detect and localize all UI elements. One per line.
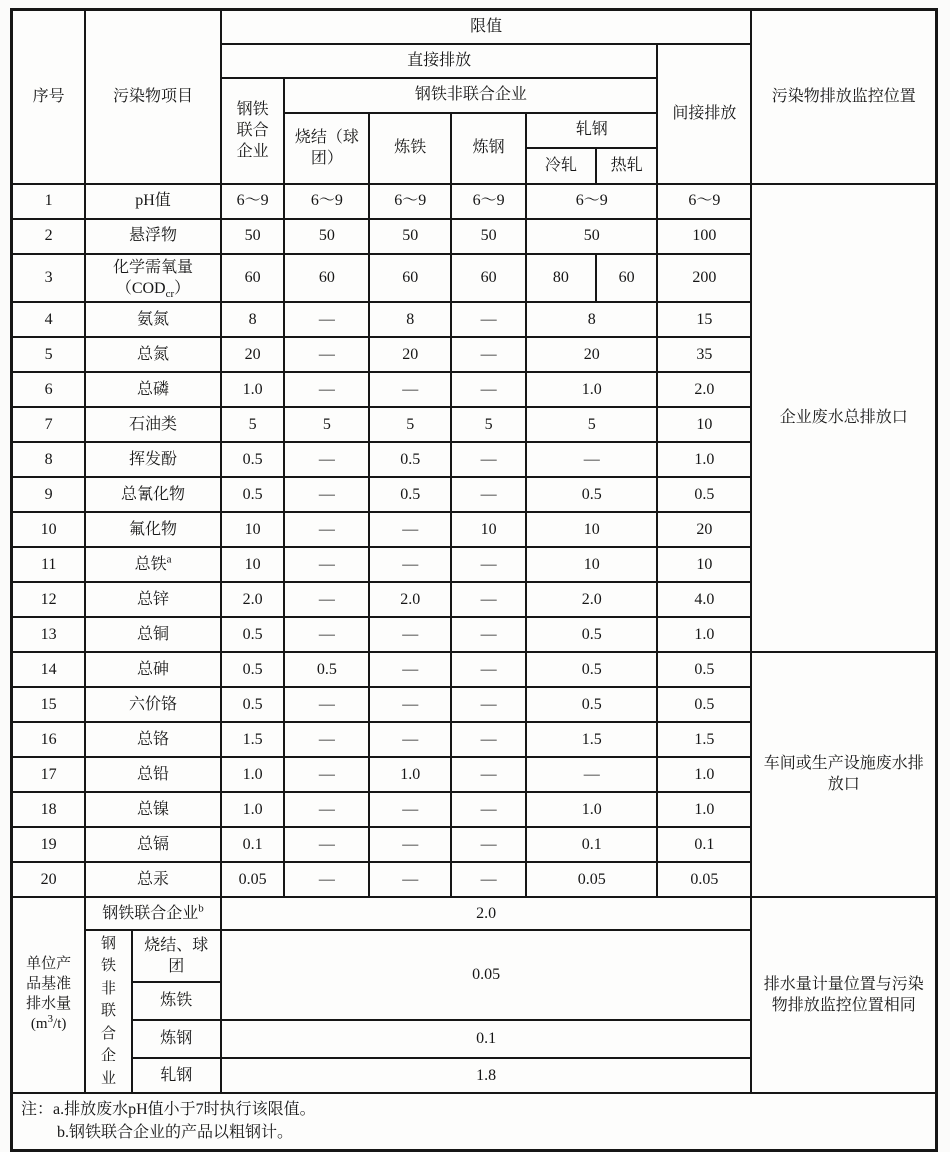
pollutant-name-cell: 总铅 [85, 757, 220, 792]
limit-value-cell: 4.0 [657, 582, 751, 617]
row-number-cell: 10 [12, 512, 86, 547]
header-rolling: 轧钢 [526, 113, 657, 148]
limit-value-cell: 1.5 [657, 722, 751, 757]
limit-value-cell: 0.5 [221, 617, 285, 652]
limit-value-cell: — [284, 757, 369, 792]
limit-value-cell: — [284, 372, 369, 407]
limit-value-cell: — [451, 687, 526, 722]
limit-value-cell: 8 [221, 302, 285, 337]
limit-value-cell: — [284, 792, 369, 827]
limit-value-cell: — [284, 477, 369, 512]
limit-value-cell: — [284, 722, 369, 757]
limit-value-cell: — [369, 687, 451, 722]
limit-value-cell: 5 [526, 407, 657, 442]
pollutant-name-cell: 悬浮物 [85, 219, 220, 254]
pollutant-name-cell: 总磷 [85, 372, 220, 407]
limit-value-cell: 60 [369, 254, 451, 302]
row-number-cell: 13 [12, 617, 86, 652]
table-body [12, 184, 937, 897]
header-ironmaking: 炼铁 [369, 113, 451, 184]
process-label-sinter-pellet: 烧结、球团 [132, 930, 221, 982]
limit-value-cell: 1.0 [657, 757, 751, 792]
limit-value-cell: 8 [526, 302, 657, 337]
row-number-cell: 14 [12, 652, 86, 687]
note-line-a: 注：a.排放废水pH值小于7时执行该限值。 [21, 1101, 316, 1119]
limit-value-cell: 10 [221, 547, 285, 582]
pollutant-name-cell: 化学需氧量 $(COD_{cr})$ [85, 254, 220, 302]
limit-value-cell: 6～9 [451, 184, 526, 219]
unit-discharge-value: 1.8 [221, 1058, 752, 1094]
pollutant-name-cell: pH值 [85, 184, 220, 219]
limit-value-cell: — [369, 547, 451, 582]
limit-value-cell: 2.0 [526, 582, 657, 617]
limit-value-cell: — [451, 372, 526, 407]
limit-value-cell: 2.0 [369, 582, 451, 617]
row-number-cell: 9 [12, 477, 86, 512]
row-number-cell: 18 [12, 792, 86, 827]
combined-enterprise-row-label: 钢铁联合企业$^b$ [85, 897, 220, 930]
limit-value-cell: 20 [221, 337, 285, 372]
row-number-cell: 19 [12, 827, 86, 862]
limit-value-cell: 10 [451, 512, 526, 547]
row-number-cell: 6 [12, 372, 86, 407]
limit-value-cell: 0.05 [526, 862, 657, 897]
pollutant-name-cell: 六价铬 [85, 687, 220, 722]
limit-value-cell: 100 [657, 219, 751, 254]
row-number-cell: 2 [12, 219, 86, 254]
header-direct-discharge: 直接排放 [221, 44, 658, 78]
limit-value-cell: 5 [451, 407, 526, 442]
limit-value-cell: 0.5 [369, 477, 451, 512]
limit-value-cell: — [369, 652, 451, 687]
pollutant-name-cell: 总铜 [85, 617, 220, 652]
limit-value-cell: 5 [284, 407, 369, 442]
table-notes [12, 1093, 937, 1150]
limit-value-cell: 10 [526, 547, 657, 582]
pollutant-name-cell: 总铬 [85, 722, 220, 757]
limit-value-cell: 6～9 [369, 184, 451, 219]
unit-discharge-value: 0.1 [221, 1020, 752, 1058]
header-hot-rolling: 热轧 [596, 148, 658, 184]
limit-value-cell: 6～9 [284, 184, 369, 219]
pollutant-name-cell: 挥发酚 [85, 442, 220, 477]
limit-value-cell: 6～9 [657, 184, 751, 219]
limit-value-cell: 2.0 [221, 582, 285, 617]
monitor-position-cell: 企业废水总排放口 [751, 184, 936, 652]
unit-discharge-section [12, 897, 937, 1150]
limit-value-cell: 10 [526, 512, 657, 547]
limit-value-cell: — [451, 757, 526, 792]
limit-value-cell: 0.1 [526, 827, 657, 862]
limit-value-cell: 1.0 [657, 442, 751, 477]
limit-value-cell: 35 [657, 337, 751, 372]
limit-value-cell: — [369, 862, 451, 897]
limit-value-cell: 0.5 [657, 652, 751, 687]
limit-value-cell: — [451, 582, 526, 617]
row-number-cell: 1 [12, 184, 86, 219]
limit-value-cell: — [284, 827, 369, 862]
limit-value-cell: 1.0 [221, 757, 285, 792]
header-combined-enterprise: 钢铁联合企业 [221, 78, 285, 184]
monitor-position-cell: 车间或生产设施废水排放口 [751, 652, 936, 897]
limit-value-cell: 0.5 [221, 687, 285, 722]
unit-discharge-label-line: 品基准 [26, 976, 72, 993]
pollutant-name-cell: 总砷 [85, 652, 220, 687]
limit-value-cell: 0.05 [657, 862, 751, 897]
limit-value-cell: — [284, 442, 369, 477]
row-number-cell: 11 [12, 547, 86, 582]
limit-value-cell: — [451, 477, 526, 512]
header-steelmaking: 炼钢 [451, 113, 526, 184]
header-indirect-discharge: 间接排放 [657, 44, 751, 184]
pollutant-name-cell: 总氰化物 [85, 477, 220, 512]
limit-value-cell: — [369, 827, 451, 862]
limit-value-cell: 15 [657, 302, 751, 337]
limit-value-cell: — [451, 722, 526, 757]
row-number-cell: 3 [12, 254, 86, 302]
limit-value-cell: 1.5 [221, 722, 285, 757]
row-number-cell: 15 [12, 687, 86, 722]
pollutant-name-cell: 总镉 [85, 827, 220, 862]
notes-row [12, 1093, 937, 1150]
limit-value-cell: 0.5 [657, 477, 751, 512]
limit-value-cell: 10 [657, 407, 751, 442]
footnote-marker-a: a [166, 553, 172, 566]
limit-value-cell: — [284, 337, 369, 372]
limit-value-cell: 20 [657, 512, 751, 547]
limit-value-cell: 0.5 [284, 652, 369, 687]
limit-value-cell: 6～9 [526, 184, 657, 219]
limit-value-cell: 10 [221, 512, 285, 547]
pollutant-name-cell: 总氮 [85, 337, 220, 372]
limit-value-cell: 0.5 [526, 687, 657, 722]
limit-value-cell: 200 [657, 254, 751, 302]
limit-value-cell: — [526, 442, 657, 477]
unit-discharge-formula: $(m^3/t)$ [30, 1012, 67, 1032]
pollutant-row [12, 652, 937, 687]
limit-value-cell: — [369, 722, 451, 757]
row-number-cell: 12 [12, 582, 86, 617]
limit-value-cell: — [451, 337, 526, 372]
process-label-ironmaking: 炼铁 [132, 982, 221, 1020]
row-number-cell: 5 [12, 337, 86, 372]
limit-value-cell: — [451, 302, 526, 337]
limit-value-cell: — [284, 547, 369, 582]
limit-value-cell: 1.0 [657, 792, 751, 827]
limit-value-cell: 80 [526, 254, 596, 302]
combined-enterprise-value: 2.0 [221, 897, 752, 930]
limit-value-cell: 0.1 [221, 827, 285, 862]
limit-value-cell: — [451, 547, 526, 582]
limit-value-cell: 50 [284, 219, 369, 254]
limit-value-cell: — [284, 302, 369, 337]
limit-value-cell: 0.5 [526, 477, 657, 512]
limit-value-cell: 0.1 [657, 827, 751, 862]
limit-value-cell: — [369, 617, 451, 652]
table-header [12, 10, 937, 184]
limit-value-cell: 0.5 [526, 652, 657, 687]
note-line-b: b.钢铁联合企业的产品以粗钢计。 [57, 1124, 294, 1142]
limit-value-cell: — [451, 442, 526, 477]
limit-value-cell: 1.0 [526, 792, 657, 827]
limit-value-cell: 1.5 [526, 722, 657, 757]
emission-limits-table [10, 8, 938, 1152]
pollutant-name-cell: 总汞 [85, 862, 220, 897]
header-pollutant-item: 污染物项目 [85, 10, 220, 184]
limit-value-cell: — [284, 617, 369, 652]
row-number-cell: 16 [12, 722, 86, 757]
row-number-cell: 20 [12, 862, 86, 897]
flow-measure-position-cell: 排水量计量位置与污染物排放监控位置相同 [751, 897, 936, 1094]
limit-value-cell: 60 [596, 254, 658, 302]
pollutant-name-cell: 总镍 [85, 792, 220, 827]
limit-value-cell: 60 [451, 254, 526, 302]
limit-value-cell: 50 [451, 219, 526, 254]
limit-value-cell: — [284, 687, 369, 722]
limit-value-cell: 8 [369, 302, 451, 337]
limit-value-cell: — [284, 862, 369, 897]
header-limit-value: 限值 [221, 10, 752, 44]
pollutant-row [12, 184, 937, 219]
pollutant-name-cell: 总铁$^a$ [85, 547, 220, 582]
limit-value-cell: 0.5 [221, 442, 285, 477]
row-number-cell: 4 [12, 302, 86, 337]
limit-value-cell: — [369, 372, 451, 407]
row-number-cell: 17 [12, 757, 86, 792]
limit-value-cell: 0.5 [526, 617, 657, 652]
limit-value-cell: 1.0 [221, 792, 285, 827]
header-serial-number: 序号 [12, 10, 86, 184]
limit-value-cell: 20 [369, 337, 451, 372]
limit-value-cell: 6～9 [221, 184, 285, 219]
limit-value-cell: — [284, 512, 369, 547]
limit-value-cell: — [451, 862, 526, 897]
header-sinter: 烧结（球团） [284, 113, 369, 184]
limit-value-cell: — [284, 582, 369, 617]
limit-value-cell: 10 [657, 547, 751, 582]
limit-value-cell: — [451, 652, 526, 687]
pollutant-name-cell: 氨氮 [85, 302, 220, 337]
pollutant-name-cell: 氟化物 [85, 512, 220, 547]
limit-value-cell: — [369, 792, 451, 827]
limit-value-cell: 50 [526, 219, 657, 254]
unit-discharge-label-line: 排水量 [26, 995, 72, 1012]
limit-value-cell: 5 [369, 407, 451, 442]
limit-value-cell: 0.05 [221, 862, 285, 897]
unit-discharge-label-line: 单位产 [26, 956, 72, 973]
footnote-marker-b: b [198, 902, 204, 915]
unit-discharge-label-cell [12, 897, 86, 1094]
limit-value-cell: — [451, 617, 526, 652]
noncombined-enterprise-vertical-label: 钢铁非联合企业 [85, 930, 132, 1094]
pollutant-name-cell: 石油类 [85, 407, 220, 442]
limit-value-cell: 20 [526, 337, 657, 372]
header-cold-rolling: 冷轧 [526, 148, 596, 184]
process-label-steelmaking: 炼钢 [132, 1020, 221, 1058]
limit-value-cell: 50 [369, 219, 451, 254]
row-number-cell: 7 [12, 407, 86, 442]
limit-value-cell: — [369, 512, 451, 547]
header-non-combined-enterprise: 钢铁非联合企业 [284, 78, 657, 113]
limit-value-cell: 1.0 [526, 372, 657, 407]
limit-value-cell: 0.5 [221, 652, 285, 687]
limit-value-cell: 0.5 [369, 442, 451, 477]
limit-value-cell: 0.5 [221, 477, 285, 512]
limit-value-cell: 50 [221, 219, 285, 254]
limit-value-cell: 0.5 [657, 687, 751, 722]
row-number-cell: 8 [12, 442, 86, 477]
limit-value-cell: 1.0 [221, 372, 285, 407]
limit-value-cell: 1.0 [657, 617, 751, 652]
limit-value-cell: 2.0 [657, 372, 751, 407]
header-monitor-position: 污染物排放监控位置 [751, 10, 936, 184]
limit-value-cell: 5 [221, 407, 285, 442]
limit-value-cell: — [451, 792, 526, 827]
process-label-rolling: 轧钢 [132, 1058, 221, 1094]
pollutant-name-cell: 总锌 [85, 582, 220, 617]
unit-discharge-value: 0.05 [221, 930, 752, 1020]
limit-value-cell: 60 [284, 254, 369, 302]
limit-value-cell: 1.0 [369, 757, 451, 792]
limit-value-cell: 60 [221, 254, 285, 302]
limit-value-cell: — [526, 757, 657, 792]
limit-value-cell: — [451, 827, 526, 862]
